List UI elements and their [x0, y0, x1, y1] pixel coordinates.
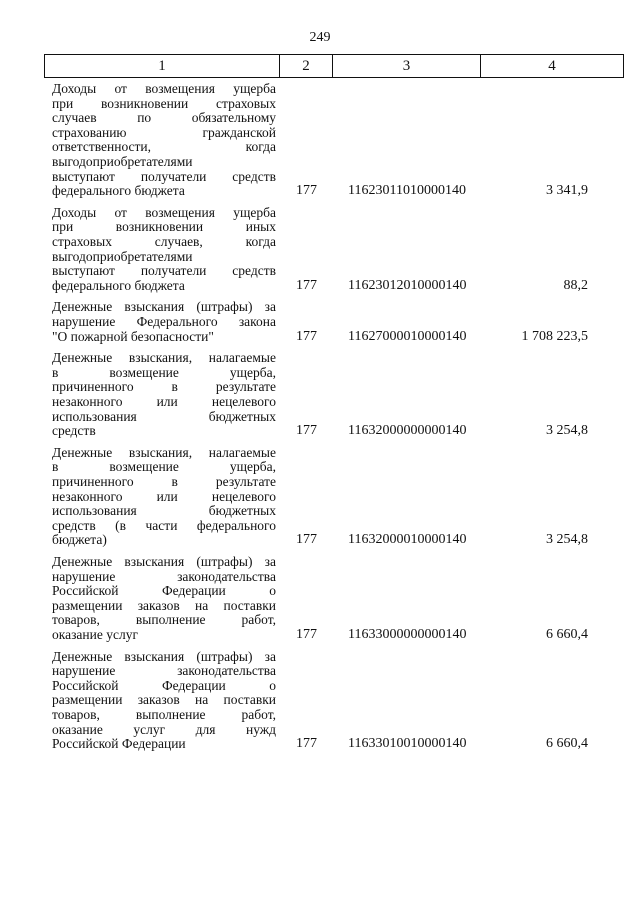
- description-line: Российской Федерации: [52, 736, 186, 752]
- description-line: причиненного в результате: [52, 473, 276, 489]
- description-line: размещении заказов на поставки: [52, 597, 276, 613]
- description-line: нарушение Федерального закона: [52, 313, 276, 329]
- description-line: средств: [52, 423, 96, 439]
- row-code: 11632000010000140: [348, 532, 467, 548]
- description-line: при возникновении страховых: [52, 95, 276, 111]
- description-line: выступают получатели средств: [52, 168, 276, 184]
- description-line: "О пожарной безопасности": [52, 328, 214, 344]
- row-description: [52, 82, 276, 199]
- row-chapter: 177: [296, 183, 317, 199]
- row-amount: 3 254,8: [546, 423, 588, 439]
- row-description: [52, 300, 276, 344]
- description-line: Доходы от возмещения ущерба: [52, 81, 276, 96]
- description-line: при возникновении иных: [52, 219, 276, 235]
- description-line: Денежные взыскания (штрафы) за: [52, 299, 276, 315]
- description-line: выгодоприобретателями: [52, 153, 193, 169]
- header-col-1: 1: [158, 57, 166, 74]
- description-line: федерального бюджета: [52, 277, 185, 293]
- page-number: 249: [309, 30, 331, 45]
- description-line: страховых случаев, когда: [52, 233, 276, 249]
- row-chapter: 177: [296, 736, 317, 752]
- description-line: в возмещение ущерба,: [52, 364, 276, 380]
- description-line: выступают получатели средств: [52, 263, 276, 279]
- table-row: [0, 555, 640, 650]
- row-description: [52, 206, 276, 294]
- table-row: [0, 650, 640, 759]
- description-line: товаров, выполнение работ,: [52, 706, 276, 722]
- description-line: ответственности, когда: [52, 139, 276, 155]
- row-code: 11627000010000140: [348, 328, 467, 344]
- table-row: [0, 351, 640, 446]
- description-line: товаров, выполнение работ,: [52, 612, 276, 628]
- row-chapter: 177: [296, 532, 317, 548]
- description-line: бюджета): [52, 532, 107, 548]
- row-amount: 88,2: [563, 277, 588, 293]
- row-amount: 6 660,4: [546, 736, 588, 752]
- table-header: [44, 54, 624, 78]
- description-line: Денежные взыскания, налагаемые: [52, 444, 276, 460]
- description-line: Российской Федерации о: [52, 677, 276, 693]
- row-amount: 3 341,9: [546, 183, 588, 199]
- row-chapter: 177: [296, 277, 317, 293]
- header-col-3: 3: [332, 55, 480, 77]
- row-amount: 1 708 223,5: [521, 328, 588, 344]
- description-line: размещении заказов на поставки: [52, 692, 276, 708]
- description-line: оказание услуг: [52, 626, 139, 642]
- description-line: случаев по обязательному: [52, 110, 276, 126]
- row-code: 11623011010000140: [348, 183, 466, 199]
- row-description: [52, 446, 276, 548]
- row-code: 11633010010000140: [348, 736, 467, 752]
- row-code: 11632000000000140: [348, 423, 467, 439]
- description-line: использования бюджетных: [52, 503, 276, 519]
- description-line: использования бюджетных: [52, 408, 276, 424]
- table-row: [0, 206, 640, 301]
- table-row: [0, 300, 640, 351]
- description-line: Российской Федерации о: [52, 583, 276, 599]
- table-body: [0, 82, 640, 759]
- description-line: Доходы от возмещения ущерба: [52, 204, 276, 220]
- description-line: незаконного или нецелевого: [52, 488, 276, 504]
- row-code: 11623012010000140: [348, 277, 467, 293]
- description-line: причиненного в результате: [52, 379, 276, 395]
- row-amount: 6 660,4: [546, 626, 588, 642]
- description-line: нарушение законодательства: [52, 568, 276, 584]
- description-line: Денежные взыскания (штрафы) за: [52, 553, 276, 569]
- row-chapter: 177: [296, 423, 317, 439]
- row-chapter: 177: [296, 328, 317, 344]
- header-col-2: 2: [279, 55, 332, 77]
- table-row: [0, 82, 640, 206]
- description-line: Денежные взыскания, налагаемые: [52, 350, 276, 366]
- header-col-4: 4: [480, 55, 623, 77]
- description-line: Денежные взыскания (штрафы) за: [52, 648, 276, 664]
- row-chapter: 177: [296, 626, 317, 642]
- description-line: в возмещение ущерба,: [52, 459, 276, 475]
- row-description: [52, 555, 276, 643]
- row-description: [52, 650, 276, 752]
- description-line: выгодоприобретателями: [52, 248, 193, 264]
- row-code: 11633000000000140: [348, 626, 467, 642]
- table-row: [0, 446, 640, 555]
- description-line: средств (в части федерального: [52, 517, 276, 533]
- description-line: незаконного или нецелевого: [52, 393, 276, 409]
- description-line: нарушение законодательства: [52, 663, 276, 679]
- row-amount: 3 254,8: [546, 532, 588, 548]
- description-line: федерального бюджета: [52, 183, 185, 199]
- row-description: [52, 351, 276, 439]
- description-line: оказание услуг для нужд: [52, 721, 276, 737]
- description-line: страхованию гражданской: [52, 124, 276, 140]
